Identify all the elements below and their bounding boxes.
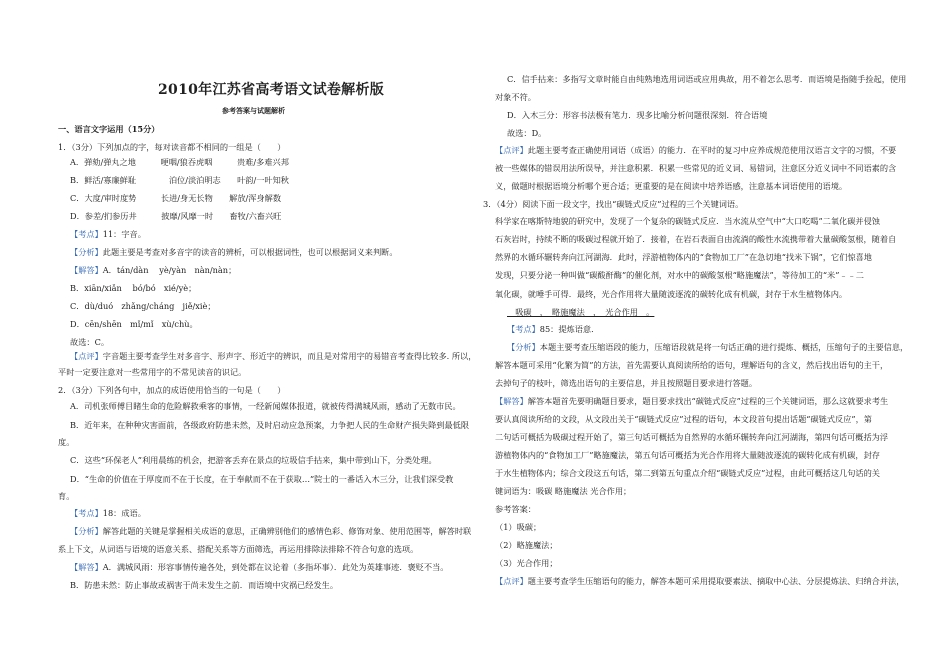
dianping-text: 字音题主要考查学生对多音字、形声字、形近字的辨识，而且是对常用字的易错音考查得比较多. 所以， [102, 351, 477, 361]
q3-fenxi [507, 342, 908, 352]
q3-passage-4: 发现，只要分泌一种叫做“碳酸酐酶”的催化剂，对水中的碳酸氢根“略施魔法”，等待加工的“米”﹣﹣二 [495, 270, 864, 280]
jieda-tag: 【解答】 [70, 265, 103, 275]
q2-option-b-2: 度。 [58, 437, 75, 447]
q3-passage-2: 石灰岩时，持续不断的吸碳过程就开始了．接着，在岩石表面自由流淌的酸性水流携带着大量碳酸氢根，随着自 [495, 234, 897, 244]
jieda-text: 解答本题首先要明确题目要求，题目要求找出“碳链式反应”过程的三个关键词语，那么这就要求考生 [527, 396, 889, 406]
fenxi-tag: 【分析】 [70, 526, 103, 536]
q1-jieda-c: C．dù/duó zhǎng/cháng jiě/xiè； [70, 301, 216, 311]
q1-jieda-d: D．cēn/shēn mǐ/mǐ xù/chù。 [70, 319, 198, 329]
kaodian-text: 18：成语。 [102, 508, 146, 518]
dianping-text: 题主要考查学生压缩语句的能力，解答本题可采用提取要素法、摘取中心法、分层提炼法、归纳合并法， [527, 576, 905, 586]
q1-option-d: D．参差/扪参历井 披靡/风靡一时 畜牧/六畜兴旺 [70, 211, 282, 221]
jieda-tag: 【解答】 [495, 396, 528, 406]
q1-jieda-b: B．xiān/xiǎn bó/bó xié/yè； [70, 283, 197, 293]
q1-answer: 故选：C。 [70, 337, 110, 347]
q3-jieda-2: 要认真阅读所给的文段，从文段出关于“碳链式反应”过程的语句，本文段首句提出话题“碳链式反应”，第 [495, 414, 872, 424]
dianping-tag: 【点评】 [495, 145, 528, 155]
q3-jieda [495, 396, 888, 406]
fenxi-text: 本题主要考查压缩语段的能力，压缩语段就是将一句话正确的进行提炼、概括，压缩句子的主要信息， [539, 342, 909, 352]
q3-jieda-3: 二句话可概括为吸碳过程开始了，第三句话可概括为自然界的水循环辗转奔向江河湖海，第四句话可概括为浮 [495, 432, 889, 442]
q2-fenxi-2: 系上下文，从词语与语境的语意关系、搭配关系等方面筛选，再运用排除法排除不符合句意的选项。 [58, 544, 419, 554]
jieda-tag: 【解答】 [70, 562, 103, 572]
q2-dianping-2: 被一些媒体的错误用法所误导，并注意积累．积累一些常见的近义词、易错词，注意区分近义词中不同语素的含 [495, 163, 897, 173]
q1-option-b: B．鲜活/寡廉鲜耻 泊位/淡泊明志 叶韵/一叶知秋 [70, 175, 289, 185]
q3-kaodian [507, 324, 599, 334]
q2-option-c: C．这些“环保老人”利用晨练的机会，把游客丢弃在景点的垃圾信手拈来，集中带到山下，分类处理。 [70, 455, 437, 465]
q1-fenxi [70, 247, 398, 257]
q1-option-a: A．弹劾/弹丸之地 哽咽/狼吞虎咽 贵难/多难兴邦 [70, 157, 289, 167]
q3-jieda-6: 键词语为：吸碳 略施魔法 光合作用； [495, 486, 632, 496]
q2-dianping-3: 义，做题时根据语境分析哪个更合适；更重要的是在阅读中培养语感，注意基本词语使用的语境。 [495, 181, 848, 191]
kaodian-tag: 【考点】 [70, 508, 103, 518]
q3-fenxi-2: 解答本题可采用“化繁为简”的方法，首先需要认真阅读所给的语句，理解语句的含义，然后找出语句的主干， [495, 360, 889, 370]
q2-kaodian [70, 508, 146, 518]
q1-dianping-2: 平时一定要注意对一些常用字的不常见读音的识记。 [58, 367, 247, 377]
q1-dianping [70, 351, 476, 361]
q2-option-c-analysis-2: 对象不符。 [495, 92, 536, 102]
q1-jieda [70, 265, 236, 275]
dianping-tag: 【点评】 [495, 576, 528, 586]
q2-option-c-analysis: C．信手拈来：多指写文章时能自由纯熟地选用词语或应用典故，用不着怎么思考．而语境是指随手捡起，使用 [507, 74, 907, 84]
q2-jieda-b: B．防患未然：防止事故或祸害于尚未发生之前．而语境中灾祸已经发生。 [70, 580, 339, 590]
q3-stem: 3．（4分）阅读下面一段文字，找出“碳链式反应”过程的三个关键词语。 [483, 199, 744, 209]
q3-passage-5: 氧化碳，就唾手可得．最终，光合作用将大量随波逐流的碳转化成有机碳，封存于水生植物体内。 [495, 289, 848, 299]
q2-option-d-2: 育。 [58, 491, 75, 501]
q2-answer: 故选：D。 [507, 128, 547, 138]
kaodian-tag: 【考点】 [70, 229, 103, 239]
q1-kaodian [70, 229, 146, 239]
q2-option-d-analysis: D．入木三分：形容书法极有笔力．现多比喻分析问题很深刻．符合语境 [507, 110, 768, 120]
q3-answer-blanks: 吸碳 ， 略施魔法 ， 光合作用 。 [507, 307, 655, 317]
q2-stem: 2．（3分）下列各句中，加点的成语使用恰当的一句是（ ） [58, 385, 286, 395]
dianping-tag: 【点评】 [70, 351, 103, 361]
doc-title: 2010年江苏省高考语文试卷解析版 [158, 82, 385, 98]
q3-passage-3: 然界的水循环辗转奔向江河湖海．此时，浮游植物体内的“食物加工厂”在急切地“找米下锅”，它们惊喜地 [495, 252, 872, 262]
q2-option-b: B．近年来，在种种灾害面前，各级政府防患未然，及时启动应急预案，力争把人民的生命财产损失降到最低限 [70, 420, 470, 430]
kaodian-text: 11：字音。 [102, 229, 146, 239]
fenxi-tag: 【分析】 [507, 342, 540, 352]
jieda-text: A．tán/dàn yè/yàn nàn/nàn； [102, 265, 237, 275]
q3-passage-1: 科学家在喀斯特地貌的研究中，发现了一个复杂的碳链式反应．当水流从空气中“大口吃喝”二氧化碳并侵蚀 [495, 216, 880, 226]
q3-reference-3: （3）光合作用； [495, 558, 558, 568]
q3-fenxi-3: 去掉句子的枝叶，筛选出语句的主要信息，并且按照题目要求进行答题。 [495, 378, 758, 388]
q3-reference-1: （1）吸碳； [495, 522, 542, 532]
q3-jieda-5: 于水生植物体内；综合文段这五句话，第二到第五句重点介绍“碳链式反应”过程，由此可概括这几句话的关 [495, 468, 880, 478]
fenxi-text: 解答此题的关键是掌握相关成语的意思，正确辨别他们的感情色彩、修饰对象、使用范围等，解答时联 [102, 526, 472, 536]
section-heading: 一、语言文字运用（15分） [58, 124, 160, 134]
q2-jieda [70, 562, 448, 572]
fenxi-tag: 【分析】 [70, 247, 103, 257]
q3-dianping [495, 576, 904, 586]
kaodian-tag: 【考点】 [507, 324, 540, 334]
jieda-text: A．满城风雨：形容事情传遍各处，到处都在议论着（多指坏事）．此处为英雄事迹．褒贬不当。 [102, 562, 449, 572]
q2-dianping [495, 145, 896, 155]
doc-subtitle: 参考答案与试题解析 [222, 106, 285, 115]
q3-reference-label: 参考答案： [495, 504, 536, 514]
q2-fenxi [70, 526, 471, 536]
q2-option-d: D．“生命的价值在于厚度而不在于长度，在于奉献而不在于获取…”院士的一番话入木三分，让我们深受教 [70, 474, 454, 484]
dianping-text: 此题主要考查正确使用词语（成语）的能力．在平时的复习中应养成规范使用汉语言文字的习惯，不要 [527, 145, 897, 155]
kaodian-text: 85：提炼语意． [539, 324, 600, 334]
q1-stem: 1．（3分）下列加点的字，每对读音都不相同的一组是（ ） [58, 142, 286, 152]
q3-jieda-4: 游植物体内的“食物加工厂”略施魔法，第五句话可概括为光合作用将大量随波逐流的碳转化成有机碳，封存 [495, 450, 880, 460]
fenxi-text: 此题主要是考查对多音字的读音的辨析，可以根据词性，也可以根据词义来判断。 [102, 247, 398, 257]
q1-option-c: C．大度/审时度势 长进/身无长物 解放/浑身解数 [70, 193, 282, 203]
q2-option-a: A．司机张师傅目睹生命的危险解救乘客的事情，一经新闻媒体报道，就被传得满城风雨，感动了无数市民。 [70, 401, 461, 411]
q3-reference-2: （2）略施魔法； [495, 540, 558, 550]
